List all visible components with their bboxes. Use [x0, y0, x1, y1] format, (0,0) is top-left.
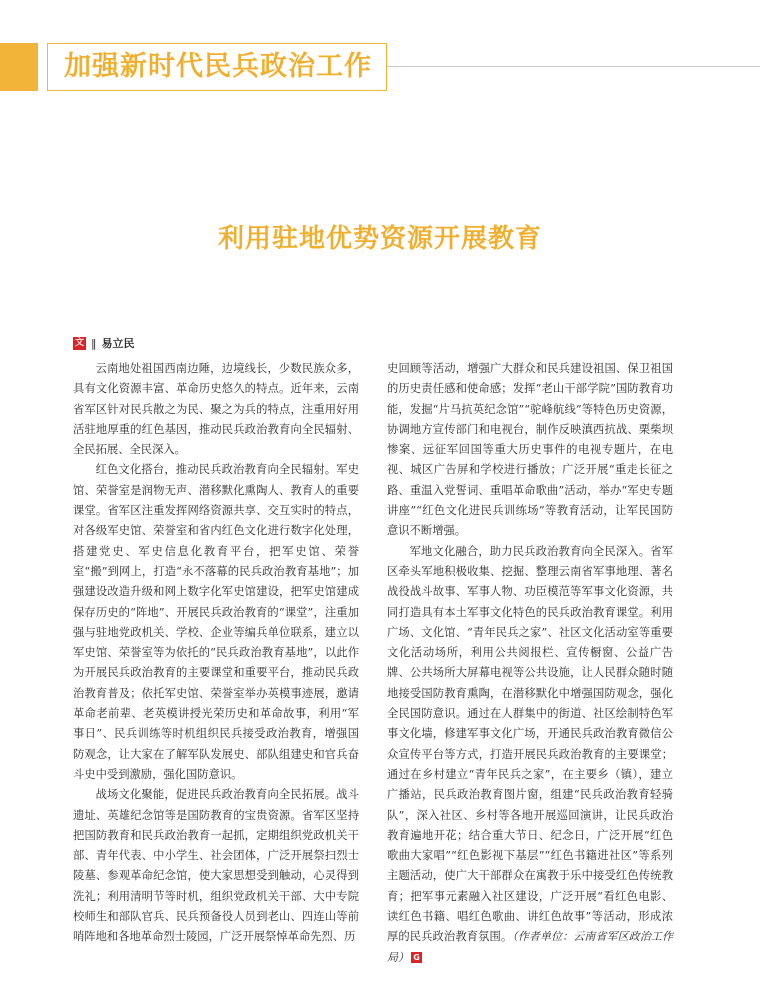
paragraph	[387, 542, 673, 968]
left-column	[73, 359, 359, 948]
byline-separator: ‖	[91, 336, 97, 350]
byline	[73, 335, 135, 351]
end-mark-icon: G	[411, 952, 422, 963]
paragraph: 红色文化搭台，推动民兵政治教育向全民辐射。军史馆、荣誉室是润物无声、潜移默化熏陶人、教育人的重要课堂。省军区注重发挥网络资源共享、交互实时的特点，对各级军史馆、荣誉室和省内红色文化进行数字化处理，搭建党史、军史信息化教育平台，把军史馆、荣誉室“搬”到网上，打造“永不落幕的民兵政治教育基地”；加强建设改造升级和网上数字化军史馆建设，把军史馆建成保存历史的“阵地”、开展民兵政治教育的“课堂”，注重加强与驻地党政机关、学校、企业等编兵单位联系，建立以军史馆、荣誉室等为依托的“民兵政治教育基地”，以此作为开展民兵政治教育的主要课堂和重要平台，推动民兵政治教育普及；依托军史馆、荣誉室举办英模事迹展，邀请革命老前辈、老英模讲授光荣历史和革命故事，利用“军事日”、民兵训练等时机组织民兵接受政治教育，增强国防观念，让大家在了解军队发展史、部队组建史和官兵奋斗史中受到激励，强化国防意识。	[73, 463, 359, 781]
text-badge-icon: 文	[74, 337, 84, 348]
header-divider	[387, 66, 760, 67]
section-side-bar	[0, 43, 38, 91]
paragraph-text: 军地文化融合，助力民兵政治教育向全民深入。省军区牵头军地积极收集、挖掘、整理云南省军事地理、著名战役战斗故事、军事人物、功臣模范等军事文化资源，共同打造具有本土军事文化特色的民兵政治教育课堂。利用广场、文化馆、“青年民兵之家”、社区文化活动室等重要文化活动场所，利用公共阅报栏、宣传橱窗、公益广告牌、公共场所大屏幕电视等公共设施，让人民群众随时随地接受国防教育熏陶，在潜移默化中增强国防观念，强化全民国防意识。通过在人群集中的街道、社区绘制特色军事文化墙，修建军事文化广场，开通民兵政治教育微信公众宣传平台等方式，打造开展民兵政治教育的主要课堂；通过在乡村建立“青年民兵之家”，在主要乡（镇），建立广播站，民兵政治教育图片窗，组建“民兵政治教育轻骑队”，深入社区、乡村等各地开展巡回演讲，让民兵政治教育遍地开花；结合重大节日、纪念日，广泛开展“红色歌曲大家唱”“红色影视下基层”“红色书籍进社区”等系列主题活动，使广大干部群众在寓教于乐中接受红色传统教育；把军事元素融入社区建设，广泛开展“看红色电影、读红色书籍、唱红色歌曲、讲红色故事”等活动，形成浓厚的民兵政治教育氛围。	[387, 544, 673, 944]
paragraph: 云南地处祖国西南边陲，边境线长，少数民族众多，具有文化资源丰富、革命历史悠久的特点。近年来，云南省军区针对民兵散之为民、聚之为兵的特点，注重用好用活驻地厚重的红色基因，推动民兵政治教育向全民辐射、全民拓展、全民深入。	[73, 362, 359, 457]
author-affiliation: （作者单位：云南省军区政治工作局）	[387, 930, 673, 964]
paragraph-continued: 史回顾等活动，增强广大群众和民兵建设祖国、保卫祖国的历史责任感和使命感；发挥“老山干部学院”国防教育功能，发掘“片马抗英纪念馆”“驼峰航线”等特色历史资源，协调地方宣传部门和电视台，制作反映滇西抗战、栗柴坝惨案、远征军回国等重大历史事件的电视专题片，在电视、城区广告屏和学校进行播放；广泛开展“重走长征之路、重温入党誓词、重唱革命歌曲”活动，举办“军史专题讲座”“红色文化进民兵训练场”等教育活动，让军民国防意识不断增强。	[387, 362, 673, 538]
author-name: 易立民	[101, 337, 135, 350]
article-title: 利用驻地优势资源开展教育	[217, 224, 542, 254]
section-title: 加强新时代民兵政治工作	[64, 51, 372, 82]
right-column	[387, 359, 673, 968]
paragraph: 战场文化聚能，促进民兵政治教育向全民拓展。战斗遗址、英雄纪念馆等是国防教育的宝贵资源。省军区坚持把国防教育和民兵政治教育一起抓，定期组织党政机关干部、青年代表、中小学生、社会团体，广泛开展祭扫烈士陵墓、参观革命纪念馆，使大家思想受到触动，心灵得到洗礼；利用清明节等时机，组织党政机关干部、大中专院校师生和部队官兵、民兵预备役人员到老山、四连山等前哨阵地和各地革命烈士陵园，广泛开展祭悼革命先烈、历	[73, 788, 359, 944]
